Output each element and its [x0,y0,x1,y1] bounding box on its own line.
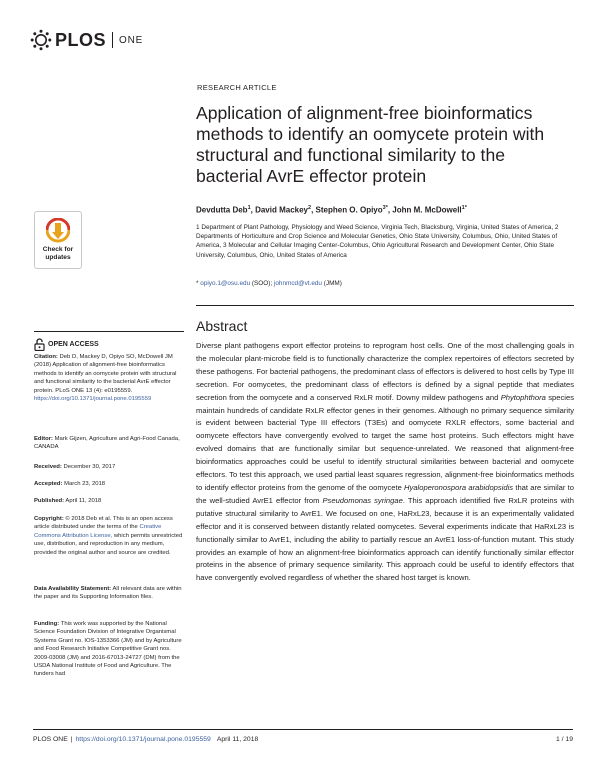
received-date: December 30, 2017 [63,464,116,470]
check-for-updates-badge[interactable] [34,211,82,269]
received-label: Received: [34,464,62,470]
abstract-text: species maintain hundreds of candidate RxLR effector genes in their genomes. Although no primary sequence similarity is evident between bacterial Type III effectors (T3Es) and oomycete RXLR effectors, some bacterial and oomycete effectors have convergently evolved to target the same host proteins. Such effectors might have evolved domains that are functionally similar but sequence-unrelated. We reasoned that alignment-free bioinformatics approaches could be useful to identify structural similarities between bacterial and oomycete effectors. To test this approach, we used partial least squares regression, alignment-free bioinformatics methods to identify effector proteins from the genome of the oomycete [196,392,575,492]
footer-journal: PLOS ONE [33,736,68,743]
copyright-block [34,515,184,557]
article-title: Application of alignment-free bioinformatics methods to identify an oomycete protein with structural and functional similarity to the bacterial AvrE effector protein [196,103,545,186]
abstract-italic-taxon: Hyaloperonospora arabidopsidis [404,482,514,492]
citation-doi-link[interactable]: https://doi.org/10.1371/journal.pone.0195559 [34,396,152,403]
plos-brand: PLOS [55,29,107,50]
funding-text: This work was supported by the National Science Foundation Division of Integrative Organismal Systems Grant no. IOS-1353366 (JM) and by Agriculture and Food Research Initiative Competitive Grant nos. 2009-03008 (JM) and 2016-67013-24727 (DM) from the USDA National Institute of Food and Agriculture. The funders had [34,621,182,678]
published-date: April 11, 2018 [65,498,102,504]
check-updates-line2: updates [45,253,71,261]
page-footer [33,736,573,743]
data-availability-block [34,585,184,602]
author-name: Stephen O. Opiyo [315,205,383,215]
article-type-label: RESEARCH ARTICLE [197,83,277,92]
sidebar-divider [34,331,184,332]
accepted-date: March 23, 2018 [64,481,106,487]
open-lock-icon [34,338,45,351]
email-link-mcdowell[interactable]: johnmcd@vt.edu [273,280,322,287]
abstract-heading: Abstract [196,318,248,334]
license-link[interactable]: Creative Commons Attribution License, [34,524,162,539]
published-block [34,497,184,505]
email-owner: (JMM) [323,280,342,287]
accepted-block [34,480,184,488]
abstract-text: Diverse plant pathogens export effector proteins to reprogram host cells. One of the most challenging goals in the molecular plant-microbe field is to functionally characterize the complex repertoires of effectors secreted by these pathogens. For bacterial pathogens, the predominant class of effectors is delivered to host cells by Type III secretion. For oomycetes, the predominant class of effectors is defined by a signal peptide that mediates secretion from the oomycete and a conserved RxLR motif. Downy mildew pathogens and [196,341,574,402]
plos-logo-icon [30,29,52,51]
open-access-badge [34,338,99,351]
author-name: David Mackey [255,205,308,215]
check-updates-line1: Check for [42,246,74,253]
copyright-label: Copyright: [34,516,64,522]
author-affiliation-mark: 1 [247,205,251,211]
author-name: Devdutta Deb [196,205,248,215]
author-affiliation-mark: 1* [461,205,467,211]
citation-label: Citation: [34,354,58,360]
editor-label: Editor: [34,436,53,442]
abstract-italic-taxon: Phytophthora [500,392,546,402]
footer-divider [33,729,573,730]
footer-separator: | [70,736,73,743]
plos-logo [30,28,143,52]
abstract-body [196,340,574,585]
header-divider [196,305,574,306]
check-updates-icon [46,218,70,244]
email-link-opiyo[interactable]: opiyo.1@osu.edu [200,280,251,287]
check-updates-label [34,246,82,261]
corresponding-mark: * [196,280,199,287]
accepted-label: Accepted: [34,481,63,487]
editor-block [34,435,184,452]
author-list: Devdutta Deb$^1$, David Mackey$^2$, Stephen O. Opiyo$^{3*}$, John M. McDowell$^{1*}$ [196,205,467,215]
copyright-text-2: which permits unrestricted use, distribution, and reproduction in any medium, provided the original author and source are credited. [34,532,183,556]
funding-label: Funding: [34,621,60,627]
abstract-text: that are similar to the well-studied AvrE1 effector from [196,482,574,505]
author-affiliation-mark: 3* [382,205,388,211]
logo-separator [112,32,113,48]
page-number: 1 / 19 [555,736,573,743]
corresponding-emails [196,280,342,287]
data-availability-label: Data Availability Statement: [34,586,112,592]
copyright-text: © 2018 Deb et al. This is an open access article distributed under the terms of the [34,516,173,531]
footer-date: April 11, 2018 [216,736,259,743]
email-owner: (SOO); [251,280,273,287]
funding-block [34,620,184,679]
journal-name: ONE [119,34,144,46]
data-availability-text: All relevant data are within the paper and its Supporting Information files. [34,586,182,601]
affiliations: 1 Department of Plant Pathology, Physiology and Weed Science, Virginia Tech, Blacksburg, Virginia, United States of America, 2 Departments of Horticulture and Crop Science and Molecular Genetics, Ohio State University, Columbus, Ohio, United States of America, 3 Molecular and Cellular Imaging Center-Columbus, Ohio Agricultural Research and Development Center, Ohio State University, Columbus, Ohio, United States of America [196,224,559,259]
abstract-italic-taxon: Pseudomonas syringae [322,495,403,505]
author-affiliation-mark: 2 [308,205,312,211]
open-access-label: OPEN ACCESS [48,341,99,348]
citation-text: Deb D, Mackey D, Opiyo SO, McDowell JM (2018) Application of alignment-free bioinformatics methods to identify an oomycete protein with structural and functional similarity to the bacterial AvrE effector protein. PLoS ONE 13 (4): e0195559. [34,354,177,394]
footer-doi-link[interactable]: https://doi.org/10.1371/journal.pone.0195559 [75,736,211,743]
editor-text: Mark Gijzen, Agriculture and Agri-Food Canada, CANADA [34,436,180,451]
received-block [34,463,184,471]
published-label: Published: [34,498,65,504]
abstract-text: . This approach identified five RxLR proteins with putative structural similarity to AvrE1. We focused on one, HaRxL23, because it is an experimentally validated effector and it is conserved between distantly related oomycetes. Several experiments indicate that HaRxL23 is functionally similar to AvrE1, including the ability to partially rescue an AvrE1 loss-of-function mutant. This study provides an example of how an alignment-free bioinformatics approach can identify functionally similar effector proteins in the absence of primary sequence similarity. This approach could be useful to identify effectors that have convergently evolved regardless of whether the shared host target is known. [196,495,574,583]
citation-block [34,353,184,403]
author-name: John M. McDowell [392,205,462,215]
